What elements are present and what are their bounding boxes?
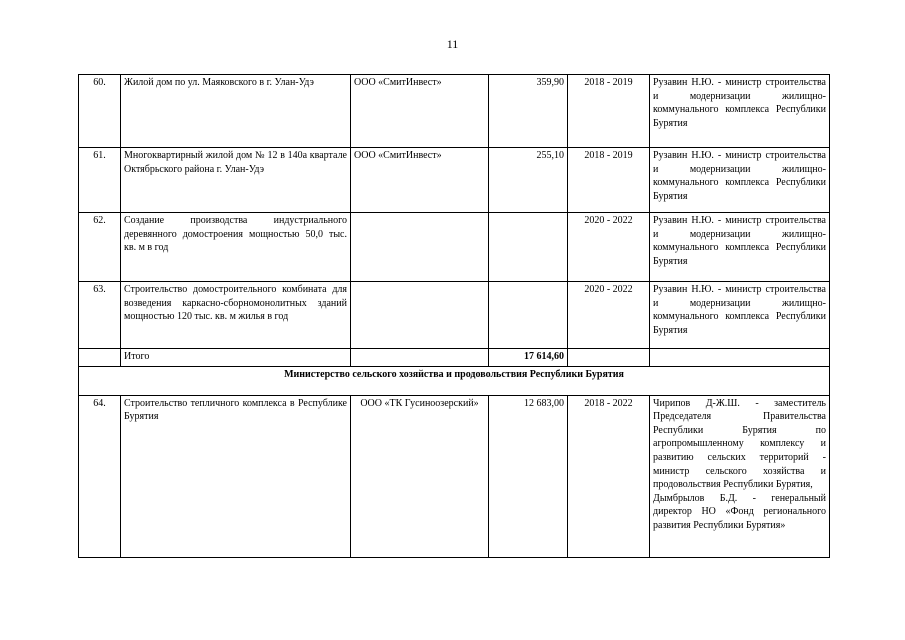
table-row — [79, 75, 830, 148]
organization — [351, 213, 489, 282]
responsible-persons — [650, 395, 830, 557]
implementation-period: 2018 - 2019 — [568, 75, 650, 148]
row-number: 63. — [79, 282, 121, 349]
total-organization — [351, 349, 489, 367]
row-number: 64. — [79, 395, 121, 557]
row-number: 60. — [79, 75, 121, 148]
responsible-person: Рузавин Н.Ю. - министр строительства и модернизации жилищно-коммунального комплекса Республики Бурятия — [650, 148, 830, 213]
section-row — [79, 366, 830, 395]
table-row — [79, 395, 830, 557]
responsible-person: Дымбрылов Б.Д. - генеральный директор НО «Фонд регионального развития Республики Бурятия» — [653, 492, 826, 531]
implementation-period: 2020 - 2022 — [568, 213, 650, 282]
total-amount: 17 614,60 — [489, 349, 568, 367]
implementation-period: 2018 - 2019 — [568, 148, 650, 213]
responsible-person: Чирипов Д-Ж.Ш. - заместитель Председателя Правительства Республики Бурятия по агропромышленному комплексу и развитию сельских территорий - министр сельского хозяйства и продовольствия Республики Бурятия, — [653, 397, 826, 491]
row-number: 62. — [79, 213, 121, 282]
project-name: Строительство тепличного комплекса в Республике Бурятия — [121, 395, 351, 557]
table-row — [79, 148, 830, 213]
implementation-period: 2018 - 2022 — [568, 395, 650, 557]
organization: ООО «СмитИнвест» — [351, 75, 489, 148]
page-number: 11 — [446, 37, 459, 51]
responsible-person: Рузавин Н.Ю. - министр строительства и модернизации жилищно-коммунального комплекса Республики Бурятия — [650, 75, 830, 148]
total-period — [568, 349, 650, 367]
section-title: Министерство сельского хозяйства и продовольствия Республики Бурятия — [79, 366, 830, 395]
investment-amount: 12 683,00 — [489, 395, 568, 557]
investment-amount: 359,90 — [489, 75, 568, 148]
projects-table — [78, 74, 830, 558]
project-name: Строительство домостроительного комбината для возведения каркасно-сборномонолитных зданий мощностью 120 тыс. кв. м жилья в год — [121, 282, 351, 349]
investment-amount — [489, 213, 568, 282]
table-row — [79, 282, 830, 349]
total-row-number — [79, 349, 121, 367]
organization: ООО «СмитИнвест» — [351, 148, 489, 213]
row-number: 61. — [79, 148, 121, 213]
project-name: Многоквартирный жилой дом № 12 в 140а квартале Октябрьского района г. Улан-Удэ — [121, 148, 351, 213]
project-name: Жилой дом по ул. Маяковского в г. Улан-Удэ — [121, 75, 351, 148]
responsible-person: Рузавин Н.Ю. - министр строительства и модернизации жилищно-коммунального комплекса Республики Бурятия — [650, 213, 830, 282]
total-label: Итого — [121, 349, 351, 367]
total-row — [79, 349, 830, 367]
investment-amount — [489, 282, 568, 349]
implementation-period: 2020 - 2022 — [568, 282, 650, 349]
investment-amount: 255,10 — [489, 148, 568, 213]
table-row — [79, 213, 830, 282]
project-name: Создание производства индустриального деревянного домостроения мощностью 50,0 тыс. кв. м в год — [121, 213, 351, 282]
organization: ООО «ТК Гусиноозерский» — [351, 395, 489, 557]
responsible-person: Рузавин Н.Ю. - министр строительства и модернизации жилищно-коммунального комплекса Республики Бурятия — [650, 282, 830, 349]
organization — [351, 282, 489, 349]
total-responsible — [650, 349, 830, 367]
